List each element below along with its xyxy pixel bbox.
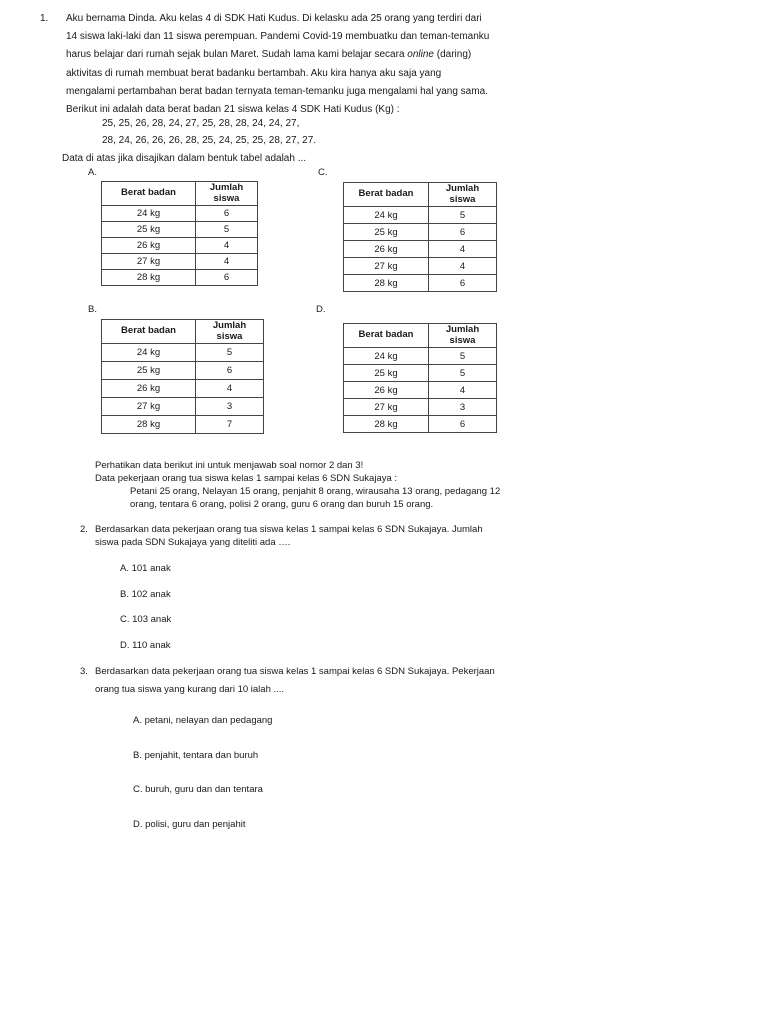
table-row [344, 207, 497, 224]
online-suffix: (daring) [434, 49, 472, 61]
q1-line: 14 siswa laki-laki dan 11 siswa perempuan. Pandemi Covid-19 membuatku dan teman-temanku [66, 31, 490, 43]
weight-cell: 28 kg [102, 416, 196, 434]
weight-cell: 24 kg [344, 207, 429, 224]
table-row [102, 416, 264, 434]
q1-number: 1. [40, 13, 49, 24]
header-line: Jumlah [212, 320, 247, 331]
q1-question: Data di atas jika disajikan dalam bentuk tabel adalah ... [62, 153, 307, 164]
count-cell: 5 [429, 365, 497, 382]
q2-number: 2. [80, 524, 88, 535]
q1-line-text: harus belajar dari rumah sejak bulan Maret. Sudah lama kami belajar secara [66, 49, 405, 61]
weight-cell: 28 kg [344, 416, 429, 433]
option-d-label: D. [316, 304, 326, 315]
option-a-table [101, 181, 258, 286]
count-cell: 5 [429, 348, 497, 365]
q2-option-a[interactable]: A. 101 anak [120, 563, 171, 574]
table-row [102, 206, 258, 222]
intro-data-line: orang, tentara 6 orang, polisi 2 orang, guru 6 orang dan buruh 15 orang. [130, 499, 434, 510]
intro-line: Perhatikan data berikut ini untuk menjawab soal nomor 2 dan 3! [95, 460, 364, 471]
option-c-label: C. [318, 167, 328, 178]
table-row [102, 270, 258, 286]
table-row [102, 254, 258, 270]
weight-cell: 28 kg [344, 275, 429, 292]
header-berat-badan: Berat badan [344, 324, 429, 348]
count-cell: 5 [196, 222, 258, 238]
count-cell: 4 [429, 258, 497, 275]
weight-cell: 27 kg [102, 254, 196, 270]
option-a-label: A. [88, 167, 97, 178]
weight-cell: 25 kg [344, 365, 429, 382]
table-row [102, 362, 264, 380]
weight-cell: 26 kg [344, 382, 429, 399]
header-berat-badan: Berat badan [102, 182, 196, 206]
weight-cell: 26 kg [344, 241, 429, 258]
count-cell: 4 [429, 241, 497, 258]
count-cell: 6 [196, 206, 258, 222]
option-b-label: B. [88, 304, 97, 315]
header-berat-badan: Berat badan [102, 320, 196, 344]
count-cell: 6 [429, 224, 497, 241]
table-row [344, 399, 497, 416]
header-jumlah-siswa [196, 320, 264, 344]
header-line: siswa [449, 193, 476, 205]
table-row [344, 348, 497, 365]
table-row [344, 224, 497, 241]
count-cell: 6 [196, 362, 264, 380]
table-row [102, 238, 258, 254]
weight-cell: 28 kg [102, 270, 196, 286]
count-cell: 6 [196, 270, 258, 286]
weight-cell: 24 kg [344, 348, 429, 365]
q2-line: Berdasarkan data pekerjaan orang tua siswa kelas 1 sampai kelas 6 SDN Sukajaya. Jumlah [95, 524, 483, 535]
q2-option-b[interactable]: B. 102 anak [120, 589, 171, 600]
weight-cell: 25 kg [102, 362, 196, 380]
q3-option-a[interactable]: A. petani, nelayan dan pedagang [133, 715, 273, 726]
table-row [102, 344, 264, 362]
q3-number: 3. [80, 666, 88, 677]
q3-line: Berdasarkan data pekerjaan orang tua siswa kelas 1 sampai kelas 6 SDN Sukajaya. Pekerjaan [95, 666, 495, 677]
option-b-table [101, 319, 264, 434]
weight-cell: 26 kg [102, 238, 196, 254]
table-row [344, 258, 497, 275]
q1-data-line: 28, 24, 26, 26, 26, 28, 25, 24, 25, 25, 28, 27, 27. [102, 135, 317, 146]
weight-cell: 27 kg [102, 398, 196, 416]
q3-option-c[interactable]: C. buruh, guru dan dan tentara [133, 784, 263, 795]
header-jumlah-siswa [429, 183, 497, 207]
q1-line: Aku bernama Dinda. Aku kelas 4 di SDK Hati Kudus. Di kelasku ada 25 orang yang terdiri dari [66, 13, 482, 24]
count-cell: 4 [196, 238, 258, 254]
count-cell: 5 [429, 207, 497, 224]
header-jumlah-siswa [429, 324, 497, 348]
option-d-table [343, 323, 497, 433]
q2-option-d[interactable]: D. 110 anak [120, 640, 171, 651]
weight-cell: 27 kg [344, 399, 429, 416]
count-cell: 6 [429, 275, 497, 292]
table-row [344, 241, 497, 258]
intro-data-line: Petani 25 orang, Nelayan 15 orang, penjahit 8 orang, wirausaha 13 orang, pedagang 12 [130, 486, 501, 497]
q1-paragraph [66, 10, 489, 119]
q2-line: siswa pada SDN Sukajaya yang diteliti ada …. [95, 537, 291, 548]
q2-option-c[interactable]: C. 103 anak [120, 614, 172, 625]
header-berat-badan: Berat badan [344, 183, 429, 207]
table-row [102, 380, 264, 398]
q1-data-line: 25, 25, 26, 28, 24, 27, 25, 28, 28, 24, 24, 27, [102, 118, 300, 129]
option-c-table [343, 182, 497, 292]
header-line: Jumlah [209, 182, 244, 193]
count-cell: 4 [196, 380, 264, 398]
table-row [102, 222, 258, 238]
count-cell: 5 [196, 344, 264, 362]
weight-cell: 25 kg [344, 224, 429, 241]
weight-cell: 24 kg [102, 206, 196, 222]
header-line: siswa [449, 334, 476, 346]
q3-option-d[interactable]: D. polisi, guru dan penjahit [133, 819, 246, 830]
q3-line: orang tua siswa yang kurang dari 10 ialah .... [95, 684, 285, 695]
count-cell: 7 [196, 416, 264, 434]
weight-cell: 25 kg [102, 222, 196, 238]
header-jumlah-siswa [196, 182, 258, 206]
count-cell: 3 [429, 399, 497, 416]
weight-cell: 24 kg [102, 344, 196, 362]
weight-cell: 27 kg [344, 258, 429, 275]
intro-line: Data pekerjaan orang tua siswa kelas 1 sampai kelas 6 SDN Sukajaya : [95, 473, 398, 484]
weight-cell: 26 kg [102, 380, 196, 398]
count-cell: 3 [196, 398, 264, 416]
table-row [102, 398, 264, 416]
q1-line: Berikut ini adalah data berat badan 21 siswa kelas 4 SDK Hati Kudus (Kg) : [66, 104, 400, 116]
header-line: Jumlah [445, 183, 480, 194]
count-cell: 4 [429, 382, 497, 399]
header-line: siswa [213, 192, 240, 204]
table-row [344, 365, 497, 382]
header-line: siswa [216, 330, 243, 342]
table-row [344, 275, 497, 292]
header-line: Jumlah [445, 324, 480, 335]
count-cell: 6 [429, 416, 497, 433]
count-cell: 4 [196, 254, 258, 270]
q1-line: aktivitas di rumah membuat berat badanku bertambah. Aku kira hanya aku saja yang [66, 67, 442, 79]
q3-option-b[interactable]: B. penjahit, tentara dan buruh [133, 750, 259, 761]
table-row [344, 382, 497, 399]
q1-line: mengalami pertambahan berat badan ternyata teman-temanku juga mengalami hal yang sama. [66, 85, 488, 97]
online-word: online [407, 49, 434, 61]
table-row [344, 416, 497, 433]
q1-line [66, 46, 489, 64]
